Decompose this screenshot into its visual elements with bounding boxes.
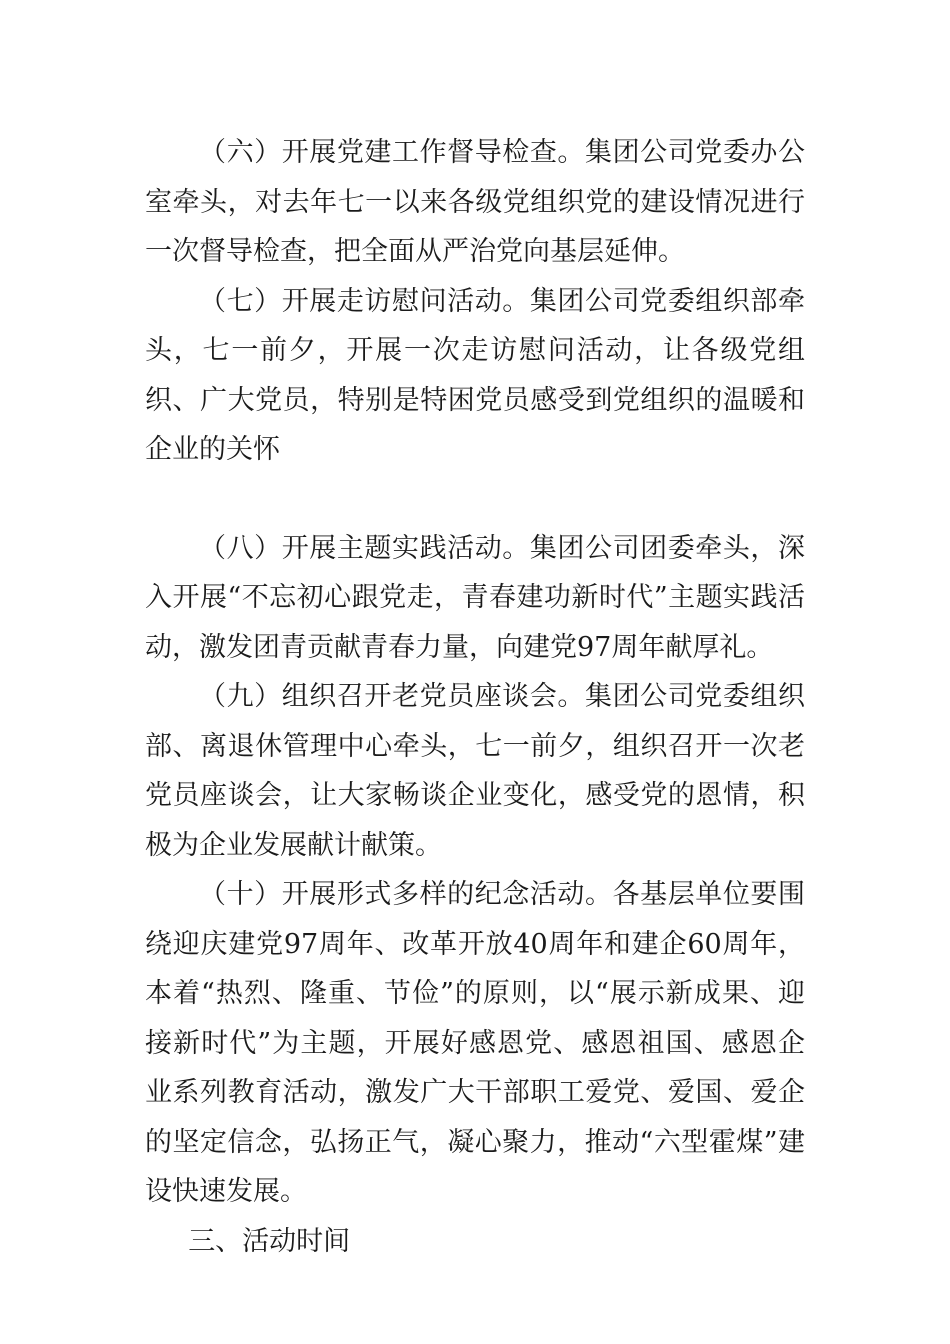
paragraph-9: （九）组织召开老党员座谈会。集团公司党委组织部、离退休管理中心牵头，七一前夕，组织召开一次老党员座谈会，让大家畅谈企业变化，感受党的恩情，积极为企业发展献计献策。 (145, 681, 805, 861)
paragraph-6: （六）开展党建工作督导检查。集团公司党委办公室牵头，对去年七一以来各级党组织党的建设情况进行一次督导检查，把全面从严治党向基层延伸。 (145, 137, 805, 267)
paragraph-8: （八）开展主题实践活动。集团公司团委牵头，深入开展“不忘初心跟党走，青春建功新时代”主题实践活动，激发团青贡献青春力量，向建党97周年献厚礼。 (145, 532, 805, 663)
document-page (145, 128, 805, 1266)
paragraph-10: （十）开展形式多样的纪念活动。各基层单位要围绕迎庆建党97周年、改革开放40周年和建企60周年，本着“热烈、隆重、节俭”的原则，以“展示新成果、迎接新时代”为主题，开展好感恩党、感恩祖国、感恩企业系列教育活动，激发广大干部职工爱党、爱国、爱企的坚定信念，弘扬正气，凝心聚力，推动“六型霍煤”建设快速发展。 (145, 879, 805, 1207)
section-heading: 三、活动时间 (188, 1225, 351, 1257)
paragraph-7: （七）开展走访慰问活动。集团公司党委组织部牵头，七一前夕，开展一次走访慰问活动，让各级党组织、广大党员，特别是特困党员感受到党组织的温暖和企业的关怀 (145, 285, 805, 465)
